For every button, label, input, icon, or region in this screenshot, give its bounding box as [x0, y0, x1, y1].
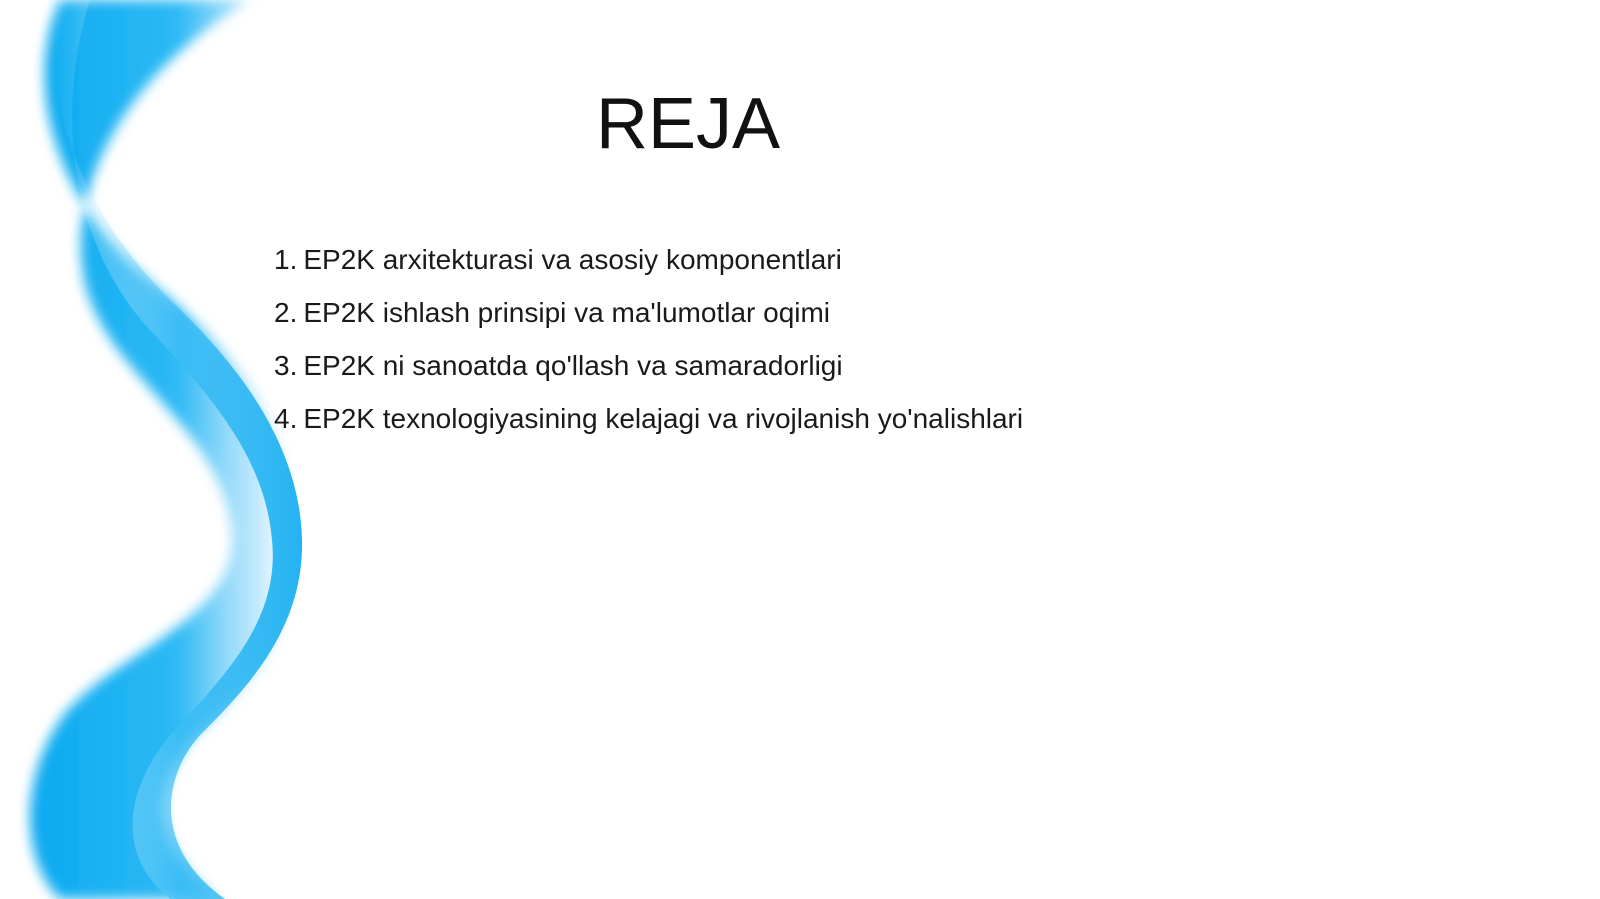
agenda-item-number: 2. — [274, 297, 298, 328]
agenda-item-text: EP2K arxitekturasi va asosiy komponentlari — [303, 244, 842, 275]
agenda-item-1 — [274, 240, 1023, 293]
agenda-item-number: 3. — [274, 350, 298, 381]
agenda-item-4 — [274, 399, 1023, 452]
agenda-item-2 — [274, 293, 1023, 346]
agenda-item-text: EP2K ishlash prinsipi va ma'lumotlar oqimi — [303, 297, 831, 328]
slide-title: REJA — [595, 84, 781, 164]
agenda-item-text: EP2K ni sanoatda qo'llash va samaradorligi — [303, 350, 843, 381]
agenda-item-number: 4. — [274, 403, 298, 434]
agenda-item-number: 1. — [274, 244, 298, 275]
agenda-item-text: EP2K texnologiyasining kelajagi va rivojlanish yo'nalishlari — [303, 403, 1024, 434]
agenda-list — [274, 240, 1023, 452]
agenda-item-3 — [274, 346, 1023, 399]
